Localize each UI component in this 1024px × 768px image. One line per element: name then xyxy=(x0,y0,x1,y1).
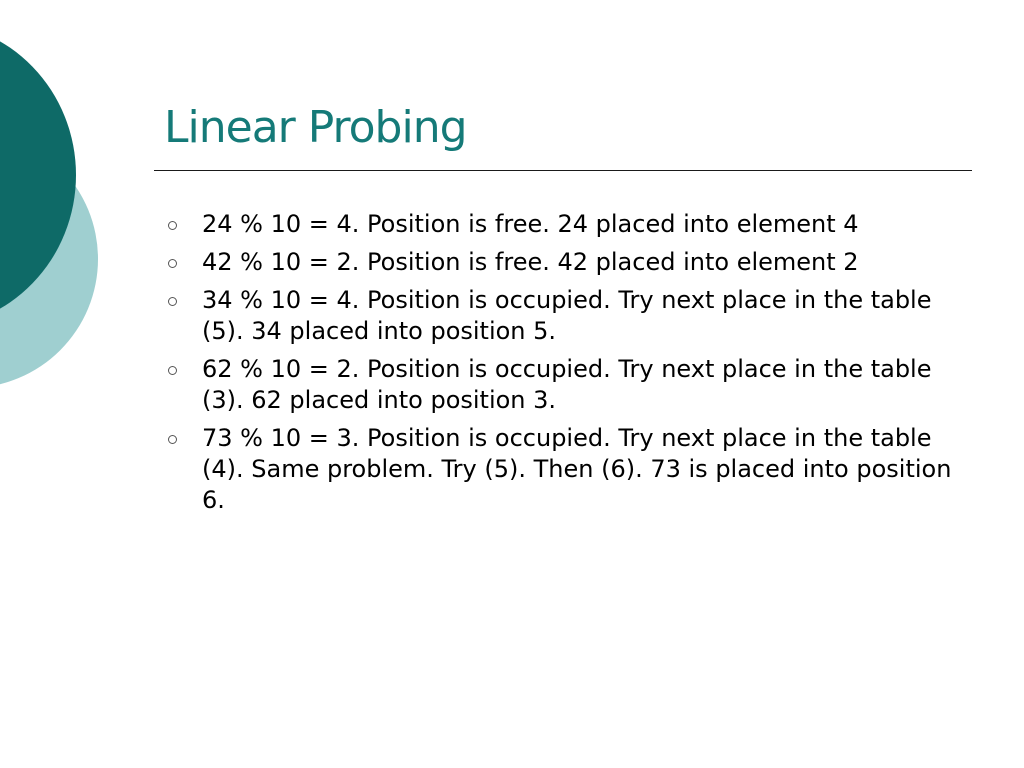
bullet-item xyxy=(164,247,954,278)
bullet-text: 62 % 10 = 2. Position is occupied. Try next place in the table (3). 62 placed into position 3. xyxy=(202,355,932,414)
bullet-text: 42 % 10 = 2. Position is free. 42 placed into element 2 xyxy=(202,248,859,276)
slide-title: Linear Probing xyxy=(164,102,467,153)
bullet-text: 24 % 10 = 4. Position is free. 24 placed into element 4 xyxy=(202,210,859,238)
bullet-list xyxy=(164,209,954,523)
title-divider xyxy=(154,170,972,171)
hollow-circle-bullet-icon xyxy=(168,366,177,375)
hollow-circle-bullet-icon xyxy=(168,259,177,268)
hollow-circle-bullet-icon xyxy=(168,297,177,306)
bullet-text: 34 % 10 = 4. Position is occupied. Try next place in the table (5). 34 placed into position 5. xyxy=(202,286,932,345)
bullet-item xyxy=(164,354,954,416)
hollow-circle-bullet-icon xyxy=(168,435,177,444)
bullet-item xyxy=(164,285,954,347)
hollow-circle-bullet-icon xyxy=(168,221,177,230)
bullet-item xyxy=(164,209,954,240)
bullet-text: 73 % 10 = 3. Position is occupied. Try next place in the table (4). Same problem. Try (5). Then (6). 73 is placed into position 6. xyxy=(202,424,952,514)
bullet-item xyxy=(164,423,954,516)
